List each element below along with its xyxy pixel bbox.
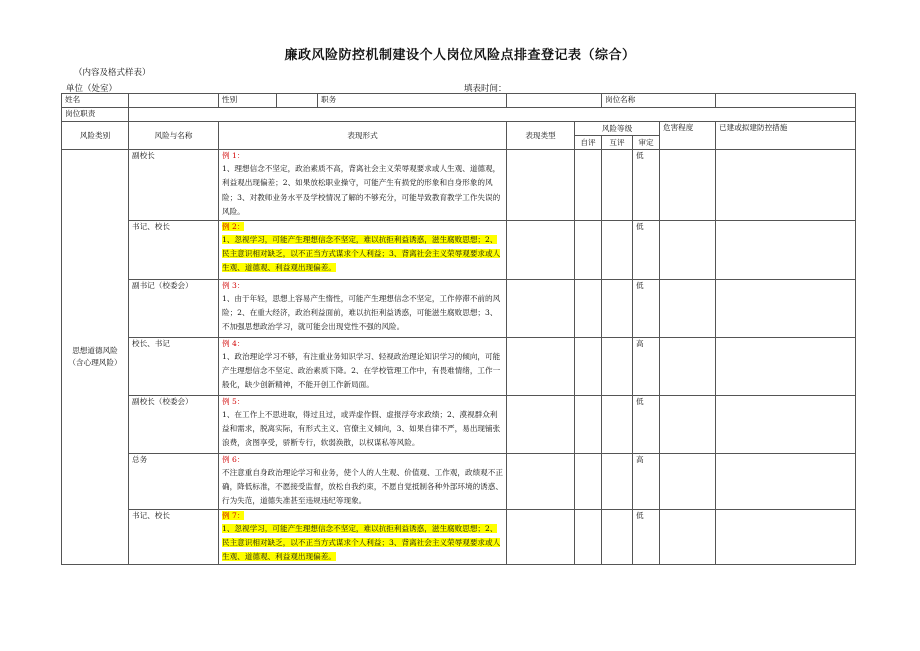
example-label: 例 3： xyxy=(222,280,245,290)
measures-cell[interactable] xyxy=(716,453,856,509)
manifestation-type-cell[interactable] xyxy=(507,395,575,453)
measures-cell[interactable] xyxy=(716,279,856,337)
example-label: 例 7： xyxy=(222,510,245,520)
header-measures: 已建或拟建防控措施 xyxy=(716,122,856,150)
fill-time-label: 填表时间： xyxy=(464,84,507,94)
manifestation-cell xyxy=(219,220,507,279)
info-row-2 xyxy=(62,108,856,122)
risk-role: 副书记（校委会） xyxy=(129,279,219,337)
hazard-cell[interactable] xyxy=(660,453,716,509)
hazard-cell[interactable] xyxy=(660,279,716,337)
unit-label: 单位（处室） xyxy=(66,84,118,94)
manifestation-text: 1、在工作上不思进取，得过且过，或弄虚作假、虚报浮夸求政绩；2、漠视群众利益和需求，脱离实际，有形式主义、官僚主义倾向，3、如果自律不严，易出现铺张浪费，贪图享受，骄断专行，软弱涣散，以权谋私等风险。 xyxy=(222,409,501,448)
mutual-eval-cell[interactable] xyxy=(602,279,633,337)
hazard-cell[interactable] xyxy=(660,220,716,279)
example-label: 例 2： xyxy=(222,221,245,231)
risk-role: 副校长（校委会） xyxy=(129,395,219,453)
mutual-eval-cell[interactable] xyxy=(602,395,633,453)
header-manifestation: 表现形式 xyxy=(219,122,507,150)
measures-cell[interactable] xyxy=(716,337,856,395)
review-level: 低 xyxy=(633,220,660,279)
risk-registration-table xyxy=(61,93,856,565)
page-title: 廉政风险防控机制建设个人岗位风险点排查登记表（综合） xyxy=(284,48,636,63)
mutual-eval-cell[interactable] xyxy=(602,150,633,221)
review-level: 高 xyxy=(633,453,660,509)
manifestation-text: 1、忽视学习，可能产生理想信念不坚定，难以抗拒利益诱惑，滋生腐败思想；2、民主意识相对缺乏，以不正当方式谋求个人利益；3、背离社会主义荣辱观要求或人生观、道德观、利益观出现偏差。 xyxy=(222,523,501,562)
manifestation-cell xyxy=(219,395,507,453)
post-duty-value-cell[interactable] xyxy=(129,108,856,122)
risk-row xyxy=(62,337,856,395)
name-label: 姓名 xyxy=(62,94,129,108)
risk-row xyxy=(62,279,856,337)
example-label: 例 4： xyxy=(222,338,245,348)
header-risk-name: 风险与名称 xyxy=(129,122,219,150)
post-name-value-cell[interactable] xyxy=(716,94,856,108)
self-eval-cell[interactable] xyxy=(575,395,602,453)
hazard-cell[interactable] xyxy=(660,395,716,453)
risk-role: 总务 xyxy=(129,453,219,509)
review-level: 低 xyxy=(633,509,660,565)
review-level: 低 xyxy=(633,279,660,337)
name-value-cell[interactable] xyxy=(129,94,219,108)
manifestation-type-cell[interactable] xyxy=(507,220,575,279)
gender-label: 性别 xyxy=(219,94,277,108)
risk-category-note: （含心理风险） xyxy=(68,358,122,368)
mutual-eval-cell[interactable] xyxy=(602,337,633,395)
post-duty-label: 岗位职责 xyxy=(62,108,129,122)
self-eval-cell[interactable] xyxy=(575,279,602,337)
info-row-1 xyxy=(62,94,856,108)
self-eval-cell[interactable] xyxy=(575,509,602,565)
manifestation-cell xyxy=(219,279,507,337)
header-hazard: 危害程度 xyxy=(660,122,716,150)
manifestation-cell xyxy=(219,337,507,395)
manifestation-type-cell[interactable] xyxy=(507,150,575,221)
risk-role: 校长、书记 xyxy=(129,337,219,395)
measures-cell[interactable] xyxy=(716,509,856,565)
header-risk-level: 风险等级 xyxy=(575,122,660,136)
manifestation-type-cell[interactable] xyxy=(507,279,575,337)
example-label: 例 1： xyxy=(222,151,245,160)
manifestation-cell xyxy=(219,453,507,509)
header-mutual-eval: 互评 xyxy=(602,136,633,150)
risk-row xyxy=(62,150,856,221)
hazard-cell[interactable] xyxy=(660,337,716,395)
header-manifestation-type: 表现类型 xyxy=(507,122,575,150)
manifestation-cell xyxy=(219,150,507,221)
risk-role: 书记、校长 xyxy=(129,220,219,279)
risk-row xyxy=(62,509,856,565)
mutual-eval-cell[interactable] xyxy=(602,509,633,565)
risk-role: 副校长 xyxy=(129,150,219,221)
risk-category-cell xyxy=(62,150,129,565)
self-eval-cell[interactable] xyxy=(575,453,602,509)
example-label: 例 6： xyxy=(222,454,245,464)
header-row-1 xyxy=(62,122,856,136)
example-label: 例 5： xyxy=(222,396,245,406)
manifestation-type-cell[interactable] xyxy=(507,509,575,565)
manifestation-type-cell[interactable] xyxy=(507,337,575,395)
hazard-cell[interactable] xyxy=(660,509,716,565)
manifestation-text: 1、由于年轻，思想上容易产生惰性，可能产生理想信念不坚定，工作停滞不前的风险；2、在重大经济，政治利益面前，难以抗拒利益诱惑，可能滋生腐败思想；3、不加强思想政治学习，就可能会出现党性不强的风险。 xyxy=(222,293,501,332)
risk-category-name: 思想道德风险 xyxy=(72,346,118,356)
risk-row xyxy=(62,453,856,509)
header-risk-category: 风险类别 xyxy=(62,122,129,150)
measures-cell[interactable] xyxy=(716,150,856,221)
post-name-label: 岗位名称 xyxy=(602,94,716,108)
risk-role: 书记、校长 xyxy=(129,509,219,565)
position-value-cell[interactable] xyxy=(507,94,602,108)
risk-row xyxy=(62,220,856,279)
measures-cell[interactable] xyxy=(716,220,856,279)
header-self-eval: 自评 xyxy=(575,136,602,150)
manifestation-cell xyxy=(219,509,507,565)
hazard-cell[interactable] xyxy=(660,150,716,221)
manifestation-text: 1、政治理论学习不够，有注重业务知识学习、轻视政治理论知识学习的倾向，可能产生理想信念不坚定、政治素质下降。2、在学校管理工作中，有畏难情绪，工作一般化，缺少创新精神，不能开创工作新局面。 xyxy=(222,351,501,390)
gender-value-cell[interactable] xyxy=(277,94,318,107)
self-eval-cell[interactable] xyxy=(575,337,602,395)
self-eval-cell[interactable] xyxy=(575,220,602,279)
measures-cell[interactable] xyxy=(716,395,856,453)
manifestation-type-cell[interactable] xyxy=(507,453,575,509)
manifestation-text: 1、忽视学习，可能产生理想信念不坚定，难以抗拒利益诱惑，滋生腐败思想；2、民主意识相对缺乏，以不正当方式谋求个人利益；3、背离社会主义荣辱观要求或人生观、道德观、利益观出现偏差。 xyxy=(222,234,501,273)
review-level: 高 xyxy=(633,337,660,395)
header-review: 审定 xyxy=(633,136,660,150)
manifestation-text: 不注意重自身政治理论学习和业务，使个人的人生观、价值观、工作观，政绩观不正确，降低标准，不愿接受监督，放松自我约束，不愿自觉抵制各种外部环境的诱惑、行为失范，道德失准甚至违规违纪等现象。 xyxy=(222,467,503,506)
manifestation-text: 1、理想信念不坚定，政治素质不高，背离社会主义荣辱观要求或人生观、道德观，利益观出现偏差；2、如果放松职业操守，可能产生有损党的形象和自身形象的风险；3、对教师业务水平及学校情况了解的不够充分，可能导致教育教学工作失误的风险。 xyxy=(222,164,501,217)
mutual-eval-cell[interactable] xyxy=(602,220,633,279)
mutual-eval-cell[interactable] xyxy=(602,453,633,509)
review-level: 低 xyxy=(633,395,660,453)
position-label: 职务 xyxy=(321,95,337,104)
review-level: 低 xyxy=(633,150,660,221)
format-note: （内容及格式样表） xyxy=(74,68,151,78)
risk-row xyxy=(62,395,856,453)
self-eval-cell[interactable] xyxy=(575,150,602,221)
